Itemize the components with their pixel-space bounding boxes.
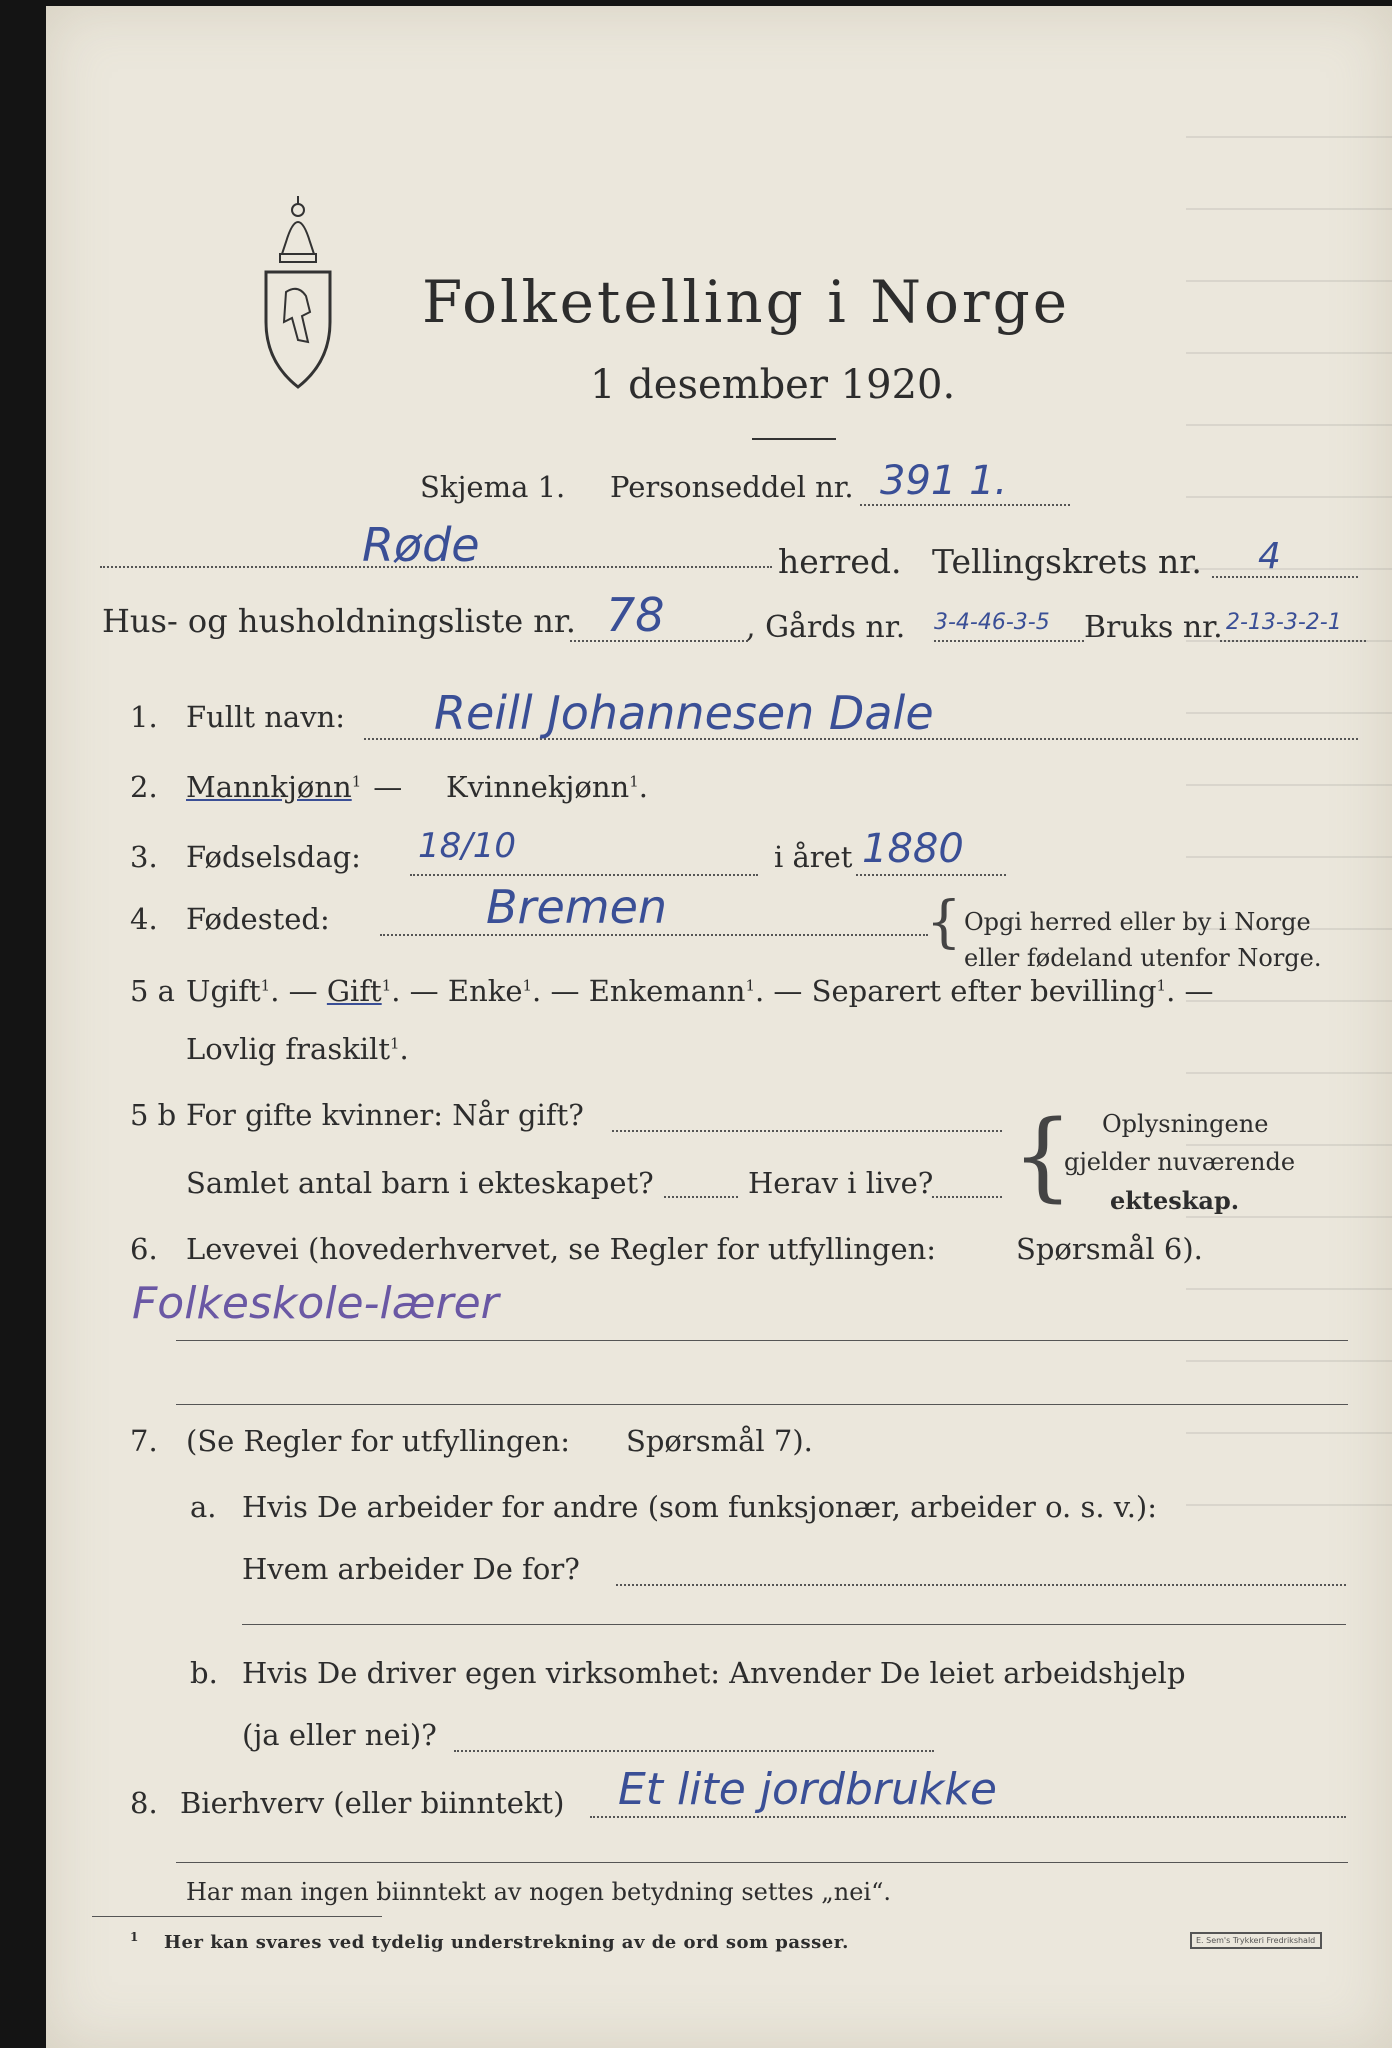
occupation-line-1 [176,1340,1348,1341]
coat-of-arms-icon [258,192,338,392]
when-married-label: For gifte kvinner: Når gift? [186,1098,584,1132]
employer-line [616,1584,1346,1586]
q5a-number: 5 a [130,974,175,1008]
q7b-number: b. [190,1656,218,1690]
gards-label: , Gårds nr. [746,610,906,645]
q5b-note-2: gjelder nuværende [1064,1148,1296,1176]
tellingskrets-line [1212,576,1358,578]
q4-number: 4. [130,902,158,936]
hus-label: Hus- og husholdningsliste nr. [102,602,576,640]
option-enkemann[interactable]: Enkemann$^1$. [588,974,765,1008]
q8-label: Bierhverv (eller biinntekt) [180,1786,565,1820]
q5b-number: 5 b [130,1098,177,1132]
footnote-ref: 1 [745,976,755,995]
skjema-label: Skjema 1. [420,470,566,504]
q5b-note-1: Oplysningene [1102,1110,1269,1138]
footnote-text: Her kan svares ved tydelig understrekning av de ord som passer. [164,1932,849,1953]
printer-stamp: E. Sem's Trykkeri Fredrikshald [1190,1932,1322,1949]
footnote-mark: 1 [130,1930,139,1944]
personseddel-line [860,504,1070,506]
option-enke[interactable]: Enke$^1$. [447,974,542,1008]
male-label: Mannkjønn [186,770,352,804]
q7b-question: (ja eller nei)? [242,1718,437,1752]
q4-brace: { [926,890,962,955]
q6-reference: Spørsmål 6). [1016,1232,1203,1266]
footnote-ref: 1 [260,976,271,995]
q6-number: 6. [130,1232,158,1266]
q7-reference: Spørsmål 7). [626,1424,813,1458]
option-gift[interactable]: Gift$^1$. [326,974,401,1008]
bruks-line [1220,640,1366,642]
q8-note: Har man ingen biinntekt av nogen betydning settes „nei“. [186,1878,891,1906]
birthplace-line [380,934,928,936]
ugift-label: Ugift [186,974,261,1008]
gards-value[interactable]: 3-4-46-3-5 [934,610,1050,635]
census-form [46,6,1392,2048]
side-income-value[interactable]: Et lite jordbrukke [618,1764,997,1815]
employer-line-2 [242,1624,1346,1625]
marital-options: Ugift$^1$. — Gift$^1$. — Enke$^1$. — Enkemann$^1$. — Separert efter bevilling$^1$. — [186,974,1214,1008]
footnote-rule [92,1916,382,1917]
q4-label: Fødested: [186,902,330,936]
footnote-ref: 1 [381,976,392,995]
birth-year-value[interactable]: 1880 [862,826,964,872]
year-line [856,874,1006,876]
male-female-separator: — [373,770,403,804]
fraskilt-label: Lovlig fraskilt [186,1032,390,1066]
q5b-brace: { [1012,1100,1074,1212]
q4-note-2: eller fødeland utenfor Norge. [964,944,1322,972]
footnote-ref: 1 [351,772,362,791]
birthday-line [410,874,758,876]
tellingskrets-label: Tellingskrets nr. [932,542,1202,581]
q7a-question: Hvem arbeider De for? [242,1552,580,1586]
occupation-line-2 [176,1404,1348,1405]
q1-number: 1. [130,700,158,734]
tellingskrets-value[interactable]: 4 [1258,536,1281,577]
hired-help-line [454,1750,934,1752]
full-name-value[interactable]: Reill Johannesen Dale [434,686,934,740]
enke-label: Enke [447,974,523,1008]
q7b-text: Hvis De driver egen virksomhet: Anvender De leiet arbeidshjelp [242,1656,1186,1690]
footnote-ref: 1 [522,976,533,995]
gift-label: Gift [326,974,382,1008]
alive-line [932,1196,1002,1198]
census-date: 1 desember 1920. [590,362,956,408]
gards-line [934,640,1084,642]
footnote-ref: 1 [629,772,639,791]
bruks-label: Bruks nr. [1084,610,1223,645]
female-label: Kvinnekjønn [446,770,630,804]
children-label: Samlet antal barn i ekteskapet? [186,1166,654,1200]
option-separert[interactable]: Separert efter bevilling$^1$. [811,974,1176,1008]
q4-note-1: Opgi herred eller by i Norge [964,908,1311,936]
q8-number: 8. [130,1786,158,1820]
option-ugift[interactable]: Ugift$^1$. [186,974,280,1008]
q7a-number: a. [190,1490,217,1524]
personseddel-label: Personseddel nr. [610,470,854,504]
q1-label: Fullt navn: [186,700,346,734]
q3-label: Fødselsdag: [186,840,361,874]
hus-value[interactable]: 78 [606,588,665,642]
q5b-note-3: ekteskap. [1110,1186,1240,1215]
title-rule [752,438,836,440]
occupation-value[interactable]: Folkeskole-lærer [132,1278,499,1329]
male-option[interactable] [186,770,402,804]
q2-number: 2. [130,770,158,804]
side-income-line [590,1816,1346,1818]
personseddel-value[interactable]: 391 1. [880,458,1008,504]
q7-number: 7. [130,1424,158,1458]
herred-label: herred. [778,542,902,581]
separert-label: Separert efter bevilling [811,974,1157,1008]
when-married-line [612,1130,1002,1132]
children-line [664,1196,738,1198]
enkemann-label: Enkemann [588,974,746,1008]
birthplace-value[interactable]: Bremen [486,880,668,934]
footnote-ref: 1 [389,1034,400,1053]
side-income-line-2 [176,1862,1348,1863]
option-fraskilt[interactable]: Lovlig fraskilt$^1$. [186,1032,409,1066]
birthday-value[interactable]: 18/10 [418,826,516,866]
alive-label: Herav i live? [748,1166,934,1200]
q7-label: (Se Regler for utfyllingen: [186,1424,571,1458]
q6-label: Levevei (hovederhvervet, se Regler for utfyllingen: [186,1232,937,1266]
q7a-text: Hvis De arbeider for andre (som funksjonær, arbeider o. s. v.): [242,1490,1158,1524]
show-through-lines [1186,136,1392,1736]
q3-number: 3. [130,840,158,874]
year-label: i året [774,840,853,874]
female-option[interactable]: Kvinnekjønn$^1$. [446,770,648,804]
form-title: Folketelling i Norge [422,268,1071,336]
footnote-ref: 1 [1156,976,1167,995]
bruks-value[interactable]: 2-13-3-2-1 [1226,610,1342,635]
herred-value[interactable]: Røde [362,518,480,572]
